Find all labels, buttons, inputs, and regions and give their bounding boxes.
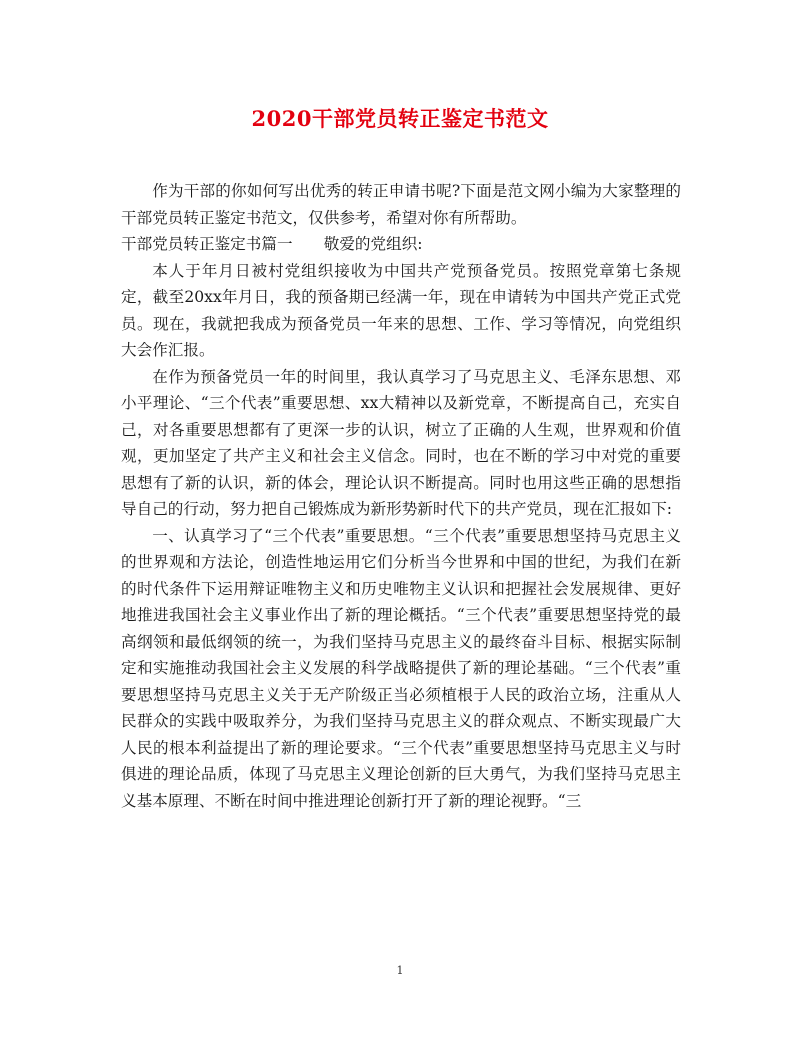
paragraph-three-represents: 一、认真学习了“三个代表”重要思想。“三个代表”重要思想坚持马克思主义的世界观和方法论，创造性地运用它们分析当今世界和中国的世纪，为我们在新的时代条件下运用辩证唯物主义和历史唯物主义认识和把握社会发展规律、更好地推进我国社会主义事业作出了新的理论概括。“三个代表”重要思想坚持党的最高纲领和最低纲领的统一，为我们坚持马克思主义的最终奋斗目标、根据实际制定和实施推动我国社会主义发展的科学战略提供了新的理论基础。“三个代表”重要思想坚持马克思主义关于无产阶级正当必须植根于人民的政治立场，注重从人民群众的实践中吸取养分，为我们坚持马克思主义的群众观点、不断实现最广大人民的根本利益提出了新的理论要求。“三个代表”重要思想坚持马克思主义与时俱进的理论品质，体现了马克思主义理论创新的巨大勇气，为我们坚持马克思主义基本原理、不断在时间中推进理论创新打开了新的理论视野。“三 <box>121 526 681 810</box>
paragraph-intro: 作为干部的你如何写出优秀的转正申请书呢?下面是范文网小编为大家整理的干部党员转正鉴定书范文，仅供参考，希望对你有所帮助。 <box>121 182 681 227</box>
document-title: 2020干部党员转正鉴定书范文 <box>251 106 549 131</box>
page-number: 1 <box>396 964 404 977</box>
paragraph-admission: 本人于年月日被村党组织接收为中国共产党预备党员。按照党章第七条规定，截至20xx年月日，我的预备期已经满一年，现在申请转为中国共产党正式党员。现在，我就把我成为预备党员一年来的思想、工作、学习等情况，向党组织大会作汇报。 <box>121 261 681 359</box>
document-body <box>121 178 681 814</box>
paragraph-heading-salutation: 干部党员转正鉴定书篇一 敬爱的党组织: <box>121 235 423 253</box>
paragraph-study: 在作为预备党员一年的时间里，我认真学习了马克思主义、毛泽东思想、邓小平理论、“三个代表”重要思想、xx大精神以及新党章，不断提高自己，充实自己，对各重要思想都有了更深一步的认识，树立了正确的人生观，世界观和价值观，更加坚定了共产主义和社会主义信念。同时，也在不断的学习中对党的重要思想有了新的认识，新的体会，理论认识不断提高。同时也用这些正确的思想指导自己的行动，努力把自己锻炼成为新形势新时代下的共产党员，现在汇报如下: <box>121 367 681 518</box>
